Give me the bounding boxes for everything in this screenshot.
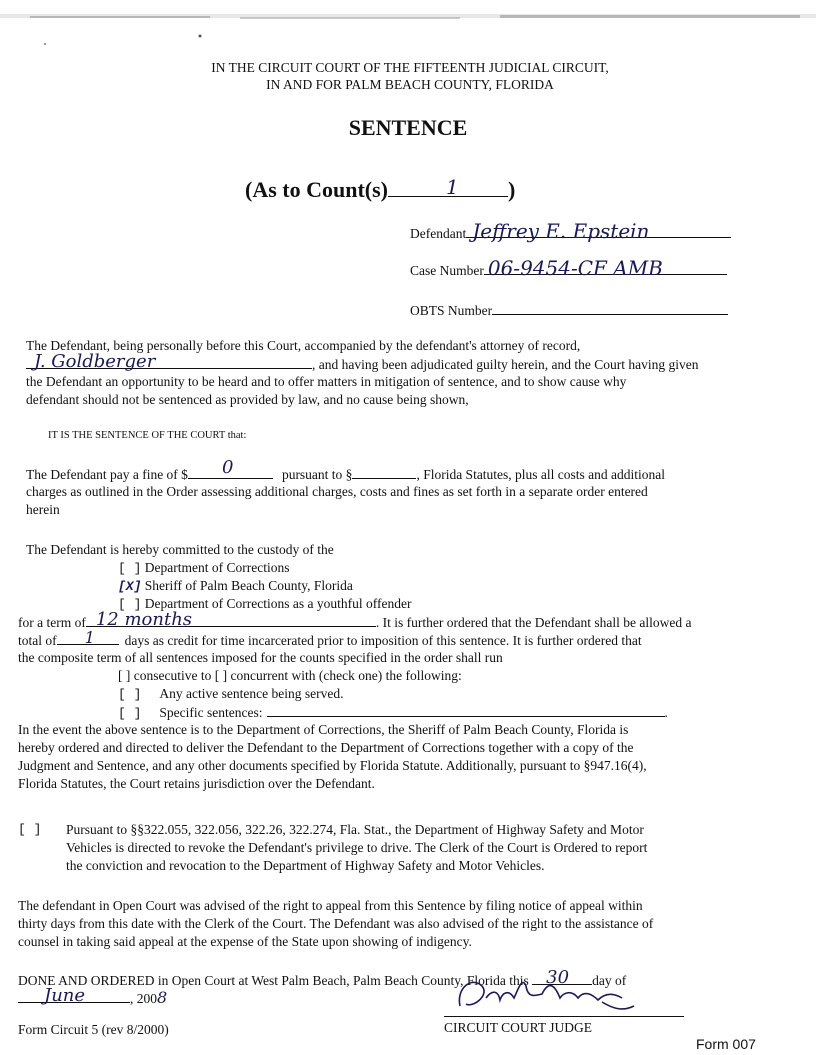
option-specific-sentence: [ ] Specific sentences: . (118, 705, 668, 721)
term-line2 (18, 628, 642, 649)
dmv-line1: Pursuant to §§322.055, 322.056, 322.26, 322.274, Fla. Stat., the Department of Highway Safety and Motor (66, 822, 644, 837)
para1-line2-text: , and having been adjudicated guilty herein, and the Court having given (312, 357, 699, 372)
term-line1 (18, 609, 692, 631)
doc-para-line1: In the event the above sentence is to the Department of Corrections, the Sheriff of Palm Beach County, Florida is (18, 722, 629, 737)
para1-line3: the Defendant an opportunity to be heard and to offer matters in mitigation of sentence, and to show cause why (26, 374, 627, 389)
counts-value: 1 (446, 175, 459, 199)
term-line3: the composite term of all sentences imposed for the counts specified in the order shall run (18, 650, 503, 665)
court-heading-line1: IN THE CIRCUIT COURT OF THE FIFTEENTH JUDICIAL CIRCUIT, (211, 60, 609, 75)
credit-text: days as credit for time incarcerated prior to imposition of this sentence. It is further ordered that (124, 633, 642, 648)
dmv-line3: the conviction and revocation to the Department of Highway Safety and Motor Vehicles. (66, 858, 545, 873)
checkbox-specific[interactable]: [ ] (118, 706, 142, 721)
case-number-label: Case Number (410, 263, 484, 278)
sentence-intro: IT IS THE SENTENCE OF THE COURT that: (48, 430, 247, 441)
case-number-line (410, 256, 727, 280)
checkbox-sheriff[interactable]: [X] (118, 579, 142, 594)
done-text: DONE AND ORDERED in Open Court at West Palm Beach, Palm Beach County, Florida this (18, 973, 529, 988)
counts-label: (As to Count(s) (245, 177, 388, 202)
defendant-line (410, 219, 731, 243)
counts-close: ) (508, 177, 516, 202)
custody-option-youthful: [ ] Department of Corrections as a youthful offender (118, 596, 412, 612)
done-line2 (18, 985, 168, 1007)
judge-signature-line (444, 1016, 684, 1017)
defendant-name: Jeffrey E. Epstein (472, 219, 650, 243)
term-label: for a term of (18, 615, 86, 630)
term-value: 12 months (95, 609, 193, 630)
dmv-line2: Vehicles is directed to revoke the Defendant's privilege to drive. The Clerk of the Court is Ordered to report (66, 840, 648, 855)
fine-pursuant: pursuant to § (281, 467, 353, 482)
counts-line (245, 177, 515, 203)
option-active-sentence: [ ] Any active sentence being served. (118, 686, 344, 702)
document-title: SENTENCE (348, 115, 468, 140)
appeal-line3: counsel in taking said appeal at the expense of the State upon showing of indigency. (18, 934, 472, 949)
attorney-name: J. Goldberger (34, 351, 156, 372)
obts-line (410, 302, 728, 319)
custody-intro: The Defendant is hereby committed to the custody of the (26, 542, 334, 557)
para1-line4: defendant should not be sentenced as provided by law, and no cause being shown, (26, 392, 469, 407)
appeal-line1: The defendant in Open Court was advised of the right to appeal from this Sentence by filing notice of appeal within (18, 898, 643, 913)
consecutive-concurrent: [ ] consecutive to [ ] concurrent with (check one) the following: (118, 668, 462, 683)
done-day: 30 (546, 967, 570, 988)
case-number-value: 06-9454-CF AMB (487, 256, 663, 280)
doc-para-line3: Judgment and Sentence, and any other documents specified by Florida Statute. Additionally, pursuant to §947.16(4), (18, 758, 647, 773)
fine-line3: herein (26, 502, 60, 517)
appeal-line2: thirty days from this date with the Clerk of the Court. The Defendant was also advised of the right to the assistance of (18, 916, 654, 931)
checkbox-active[interactable]: [ ] (118, 687, 142, 702)
defendant-label: Defendant (410, 226, 467, 241)
done-day-of: day of (592, 973, 627, 988)
form-number-right: Form 007 (696, 1036, 756, 1052)
checkbox-doc[interactable]: [ ] (118, 561, 142, 576)
checkbox-dmv[interactable]: [ ] (18, 822, 42, 837)
checkbox-youthful[interactable]: [ ] (118, 597, 142, 612)
fine-label: The Defendant pay a fine of $ (26, 467, 188, 482)
fine-amount: 0 (221, 457, 234, 478)
credit-label: total of (18, 633, 57, 648)
obts-label: OBTS Number (410, 303, 493, 318)
done-year-digit: 8 (157, 988, 168, 1007)
para1-line2 (26, 351, 699, 373)
judge-label: CIRCUIT COURT JUDGE (444, 1020, 592, 1035)
doc-para-line4: Florida Statutes, the Court retains jurisdiction over the Defendant. (18, 776, 375, 791)
credit-days: 1 (84, 628, 95, 647)
done-year-prefix: , 200 (130, 991, 157, 1006)
custody-option-sheriff: [X] Sheriff of Palm Beach County, Florida (118, 578, 353, 594)
doc-para-line2: hereby ordered and directed to deliver the Defendant to the Department of Corrections together with a copy of the (18, 740, 634, 755)
form-number-left: Form Circuit 5 (rev 8/2000) (18, 1022, 169, 1037)
fine-line2: charges as outlined in the Order assessing additional charges, costs and fines as set forth in a separate order entered (26, 484, 648, 499)
done-month: June (44, 985, 86, 1006)
para1-line1: The Defendant, being personally before this Court, accompanied by the defendant's attorney of record, (26, 338, 581, 353)
term-further: . It is further ordered that the Defendant shall be allowed a (375, 615, 692, 630)
judge-signature (452, 968, 662, 1018)
scan-noise-top (0, 0, 816, 45)
court-heading-line2: IN AND FOR PALM BEACH COUNTY, FLORIDA (266, 77, 554, 92)
fine-line1 (26, 457, 666, 483)
custody-option-doc: [ ] Department of Corrections (118, 560, 290, 576)
fine-statutes: , Florida Statutes, plus all costs and additional (416, 467, 666, 482)
